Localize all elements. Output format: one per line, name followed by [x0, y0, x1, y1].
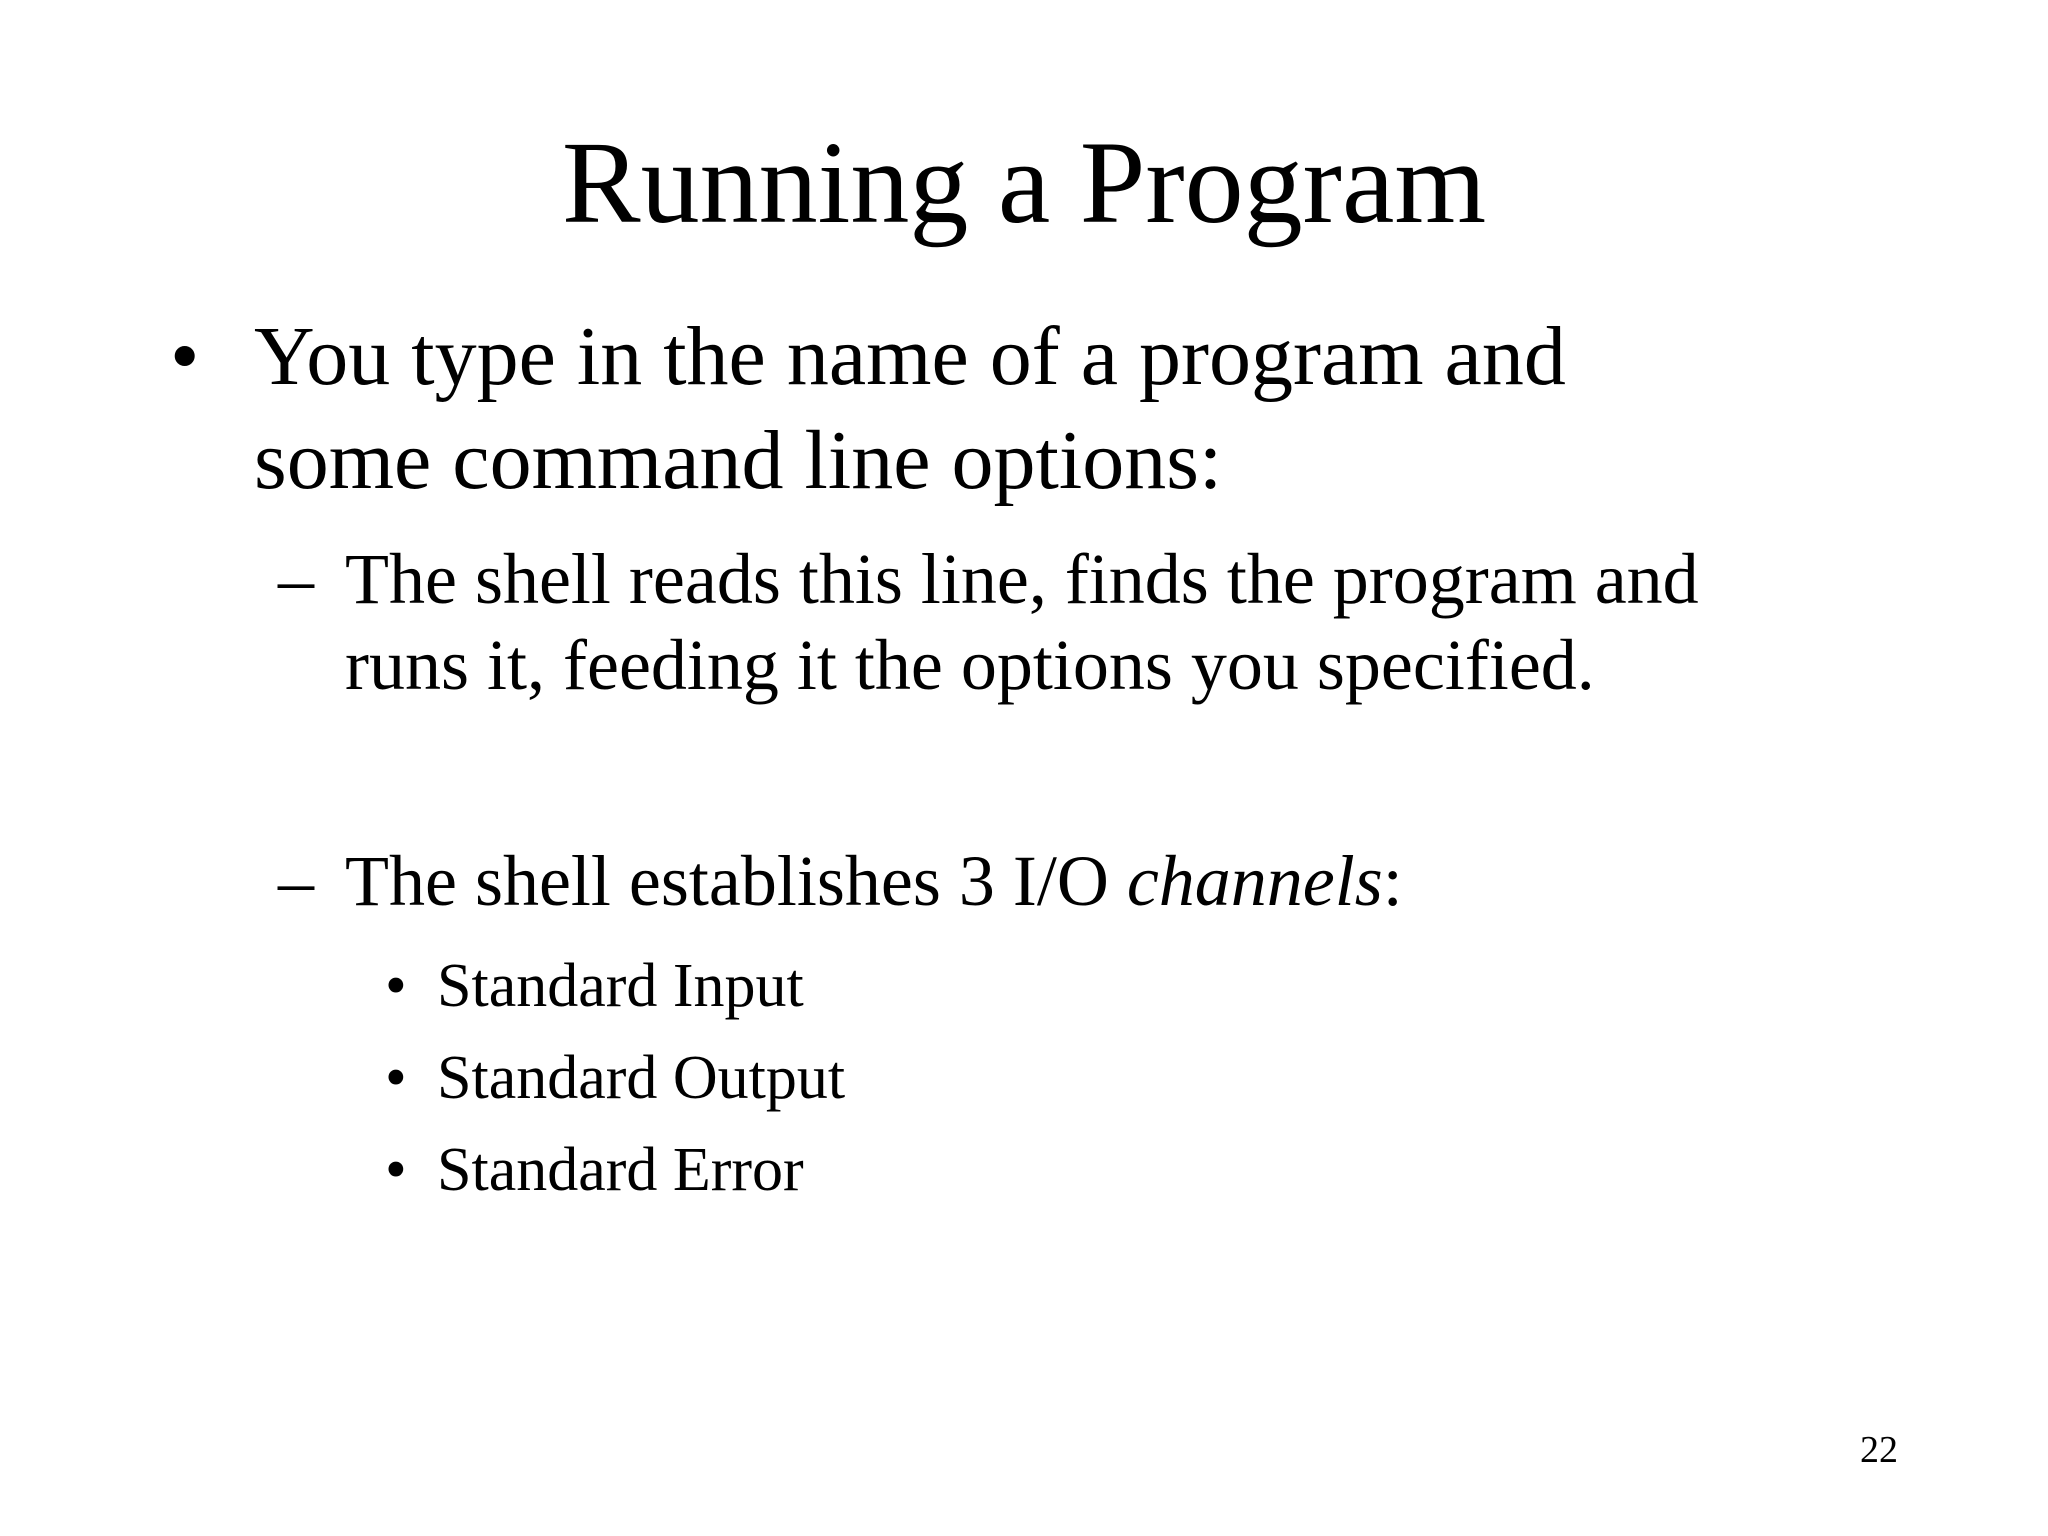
- bullet-line-2: some command line options:: [254, 414, 1223, 507]
- bullet-marker: •: [170, 310, 200, 403]
- dash-marker: –: [278, 841, 314, 921]
- channels-emphasis: channels: [1126, 841, 1383, 921]
- bullet-line-1: You type in the name of a program and: [254, 310, 1566, 403]
- bullet-marker: •: [385, 952, 407, 1020]
- channel-label: Standard Error: [437, 1136, 804, 1204]
- bullet-marker: •: [385, 1136, 407, 1204]
- slide-title: Running a Program: [561, 117, 1487, 248]
- channel-label: Standard Input: [437, 952, 804, 1020]
- bullet-marker: •: [385, 1044, 407, 1112]
- bullet-text: [254, 305, 1566, 513]
- page-number: 22: [1860, 1429, 1898, 1471]
- sub-bullet-line-1: The shell reads this line, finds the program and: [345, 539, 1699, 619]
- dash-marker: –: [278, 539, 314, 619]
- sub-bullet-line-2: runs it, feeding it the options you specified.: [345, 625, 1595, 705]
- sub-bullet-suffix: :: [1382, 841, 1403, 921]
- channel-label: Standard Output: [437, 1044, 846, 1112]
- sub-bullet-prefix: The shell establishes 3 I/O: [345, 841, 1127, 921]
- sub-bullet-text: [345, 838, 1403, 924]
- sub-bullet-text: [345, 536, 1699, 708]
